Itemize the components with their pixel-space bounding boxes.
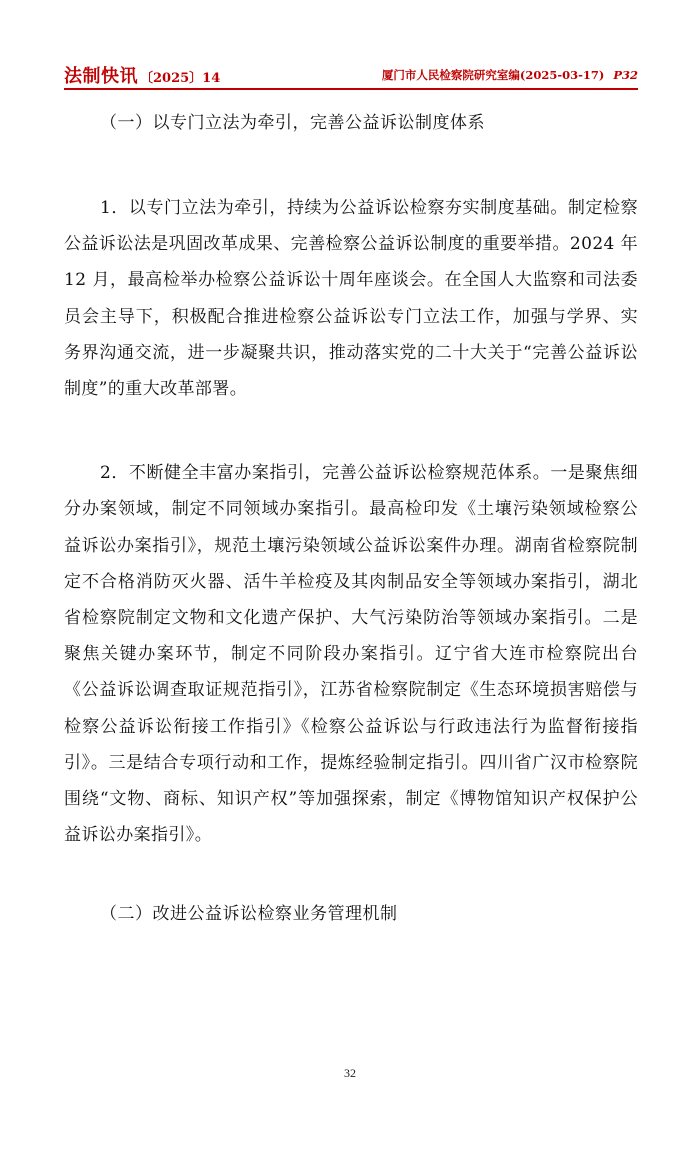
issue-number: 〔2025〕14 bbox=[140, 71, 221, 86]
publication-title: 法制快讯 bbox=[64, 66, 138, 87]
publication-source bbox=[382, 67, 638, 83]
section-heading-1: （一）以专门立法为牵引，完善公益诉讼制度体系 bbox=[100, 113, 485, 133]
page-number: 32 bbox=[344, 1066, 356, 1080]
section-heading-2: （二）改进公益诉讼检察业务管理机制 bbox=[100, 904, 398, 925]
paragraph-1: 1．以专门立法为牵引，持续为公益诉讼检察夯实制度基础。制定检察公益诉讼法是巩固改革成果、完善检察公益诉讼制度的重要举措。2024 年 12 月，最高检举办检察公益诉讼十周年座谈会。在全国人大监察和司法委员会主导下，积极配合推进检察公益诉讼专门立法工作，加强与学界、实务界沟通交流，进一步凝聚共识，推动落实党的二十大关于“完善公益诉讼制度”的重大改革部署。 bbox=[64, 198, 638, 400]
page-header bbox=[64, 62, 638, 90]
paragraph-spacer bbox=[64, 853, 638, 895]
paragraph-spacer bbox=[64, 142, 638, 190]
document-body bbox=[64, 104, 638, 933]
paragraph-spacer bbox=[64, 407, 638, 455]
publication-brand bbox=[64, 62, 220, 86]
page-tag: P32 bbox=[613, 68, 638, 82]
paragraph-2: 2．不断健全丰富办案指引，完善公益诉讼检察规范体系。一是聚焦细分办案领域，制定不同领域办案指引。最高检印发《土壤污染领域检察公益诉讼办案指引》，规范土壤污染领域公益诉讼案件办理。湖南省检察院制定不合格消防灭火器、活牛羊检疫及其肉制品安全等领域办案指引，湖北省检察院制定文物和文化遗产保护、大气污染防治等领域办案指引。二是聚焦关键办案环节，制定不同阶段办案指引。辽宁省大连市检察院出台《公益诉讼调查取证规范指引》，江苏省检察院制定《生态环境损害赔偿与检察公益诉讼衔接工作指引》《检察公益诉讼与行政违法行为监督衔接指引》。三是结合专项行动和工作，提炼经验制定指引。四川省广汉市检察院围绕“文物、商标、知识产权”等加强探索，制定《博物馆知识产权保护公益诉讼办案指引》。 bbox=[64, 463, 638, 846]
source-text: 厦门市人民检察院研究室编(2025-03-17) bbox=[381, 68, 605, 82]
